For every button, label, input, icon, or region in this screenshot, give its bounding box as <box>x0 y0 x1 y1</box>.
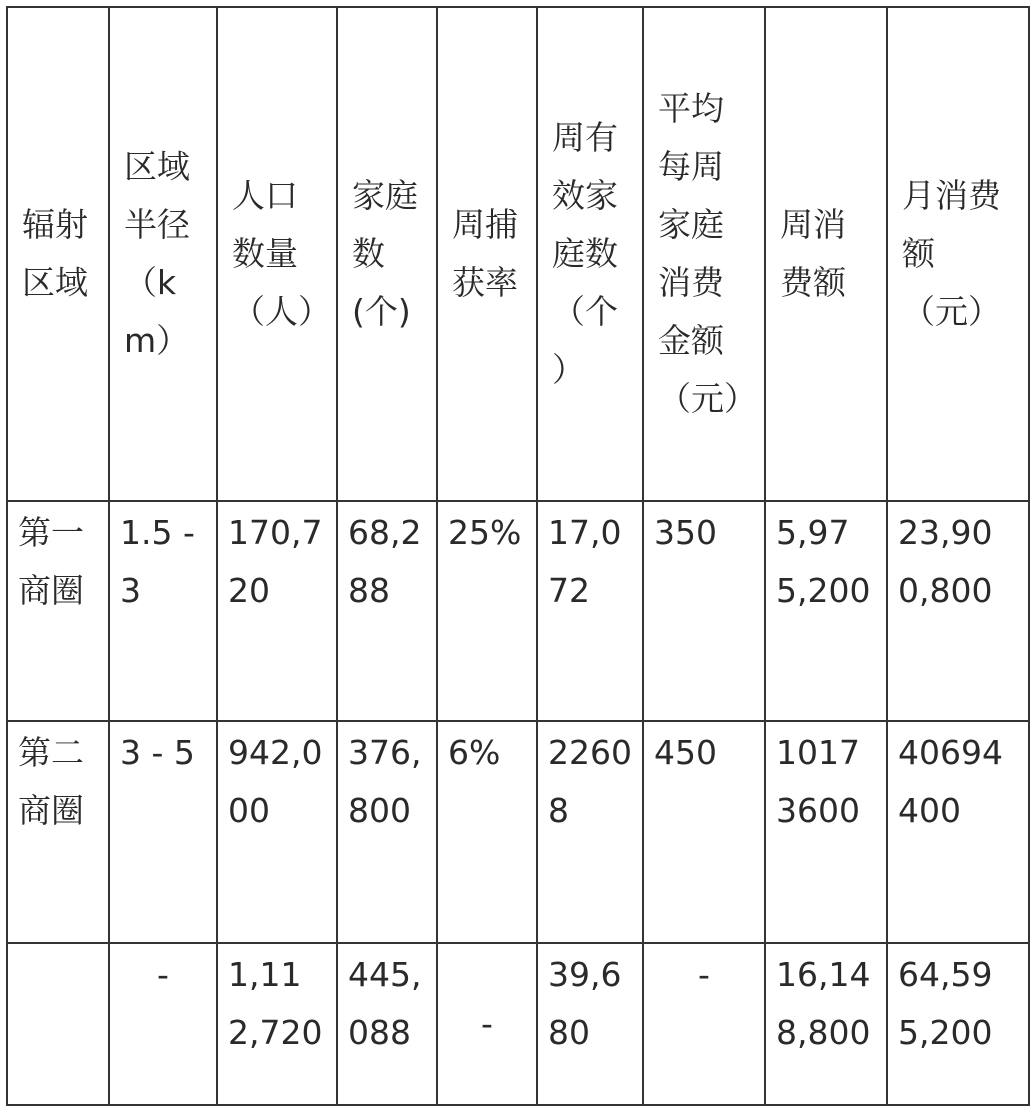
cell-text: 445,088 <box>348 955 422 1052</box>
cell-text: 10173600 <box>776 733 860 830</box>
header-cell: 家庭数(个) <box>337 7 437 501</box>
table-cell <box>109 501 217 721</box>
cell-text: 16,148,800 <box>776 955 871 1052</box>
cell-text: 376,800 <box>348 733 422 830</box>
header-cell: 人口数量（人） <box>217 7 337 501</box>
cell-text: 942,000 <box>228 733 323 830</box>
cell-text: - <box>698 955 710 994</box>
table-cell <box>887 501 1029 721</box>
header-cell: 平均每周家庭消费金额（元） <box>643 7 765 501</box>
cell-text: 17,072 <box>548 513 622 610</box>
cell-text: - <box>481 1004 493 1043</box>
cell-text: 450 <box>654 733 717 772</box>
header-cell: 辐射区域 <box>7 7 109 501</box>
table-cell <box>765 501 887 721</box>
cell-text: - <box>157 955 169 994</box>
table-cell <box>537 501 643 721</box>
table-cell <box>887 943 1029 1105</box>
table-cell <box>337 721 437 943</box>
table-cell <box>337 943 437 1105</box>
header-cell: 周捕获率 <box>437 7 537 501</box>
table-cell <box>109 721 217 943</box>
trade-area-table <box>6 6 1030 1106</box>
table-cell <box>537 943 643 1105</box>
cell-text: 1,112,720 <box>228 955 323 1052</box>
table-cell <box>217 943 337 1105</box>
cell-text: 5,975,200 <box>776 513 871 610</box>
cell-text: 40694400 <box>898 733 1003 830</box>
table-cell <box>7 721 109 943</box>
table-cell <box>537 721 643 943</box>
table-cell <box>217 721 337 943</box>
table-cell <box>643 943 765 1105</box>
table-row <box>7 721 1029 943</box>
header-cell: 周有效家庭数（个） <box>537 7 643 501</box>
cell-text: 64,595,200 <box>898 955 993 1052</box>
table-cell <box>7 501 109 721</box>
table-cell <box>437 721 537 943</box>
cell-text: 第二商圈 <box>18 733 84 830</box>
cell-text: 22608 <box>548 733 632 830</box>
cell-text: 25% <box>448 513 522 552</box>
table-cell <box>887 721 1029 943</box>
header-cell: 月消费额（元） <box>887 7 1029 501</box>
table-cell <box>437 501 537 721</box>
cell-text: 23,900,800 <box>898 513 993 610</box>
table-cell <box>643 501 765 721</box>
cell-text: 3 - 5 <box>120 733 195 772</box>
table-row <box>7 501 1029 721</box>
table-cell <box>7 943 109 1105</box>
table-cell <box>437 943 537 1105</box>
cell-text: 170,720 <box>228 513 323 610</box>
table-cell <box>217 501 337 721</box>
cell-text: 39,680 <box>548 955 622 1052</box>
header-cell: 周消费额 <box>765 7 887 501</box>
table-cell <box>109 943 217 1105</box>
cell-text: 6% <box>448 733 501 772</box>
table-cell <box>643 721 765 943</box>
cell-text: 68,288 <box>348 513 422 610</box>
header-row <box>7 7 1029 501</box>
header-cell: 区域半径（km） <box>109 7 217 501</box>
cell-text: 第一商圈 <box>18 513 84 610</box>
cell-text: 1.5 - 3 <box>120 513 195 610</box>
table-cell <box>765 943 887 1105</box>
table-cell <box>765 721 887 943</box>
table-cell <box>337 501 437 721</box>
total-row <box>7 943 1029 1105</box>
cell-text: 350 <box>654 513 717 552</box>
